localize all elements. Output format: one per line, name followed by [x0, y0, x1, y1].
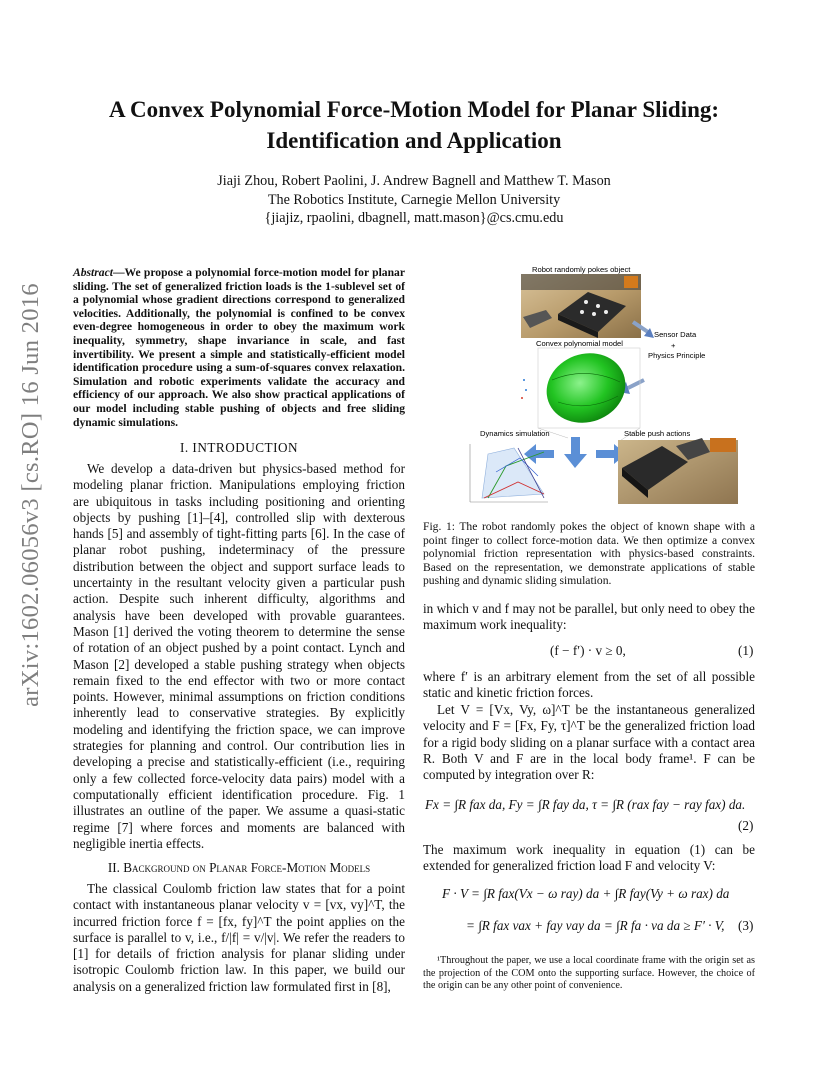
abstract-dash: — [112, 266, 125, 279]
stable-push-photo [618, 438, 738, 504]
background-paragraph: The classical Coulomb friction law states that for a point contact with instantaneous planar velocity v = [vx, vy]^T, the incurred friction force f = [fx, fy]^T the point applies on the surface is parallel to v, i.e., f/|f| = v/|v|. We refer the readers to [1] for details of friction analysis for planar sliding under isotropic Coulomb friction law. In this paper, we build our analysis on a generalized friction law formulated first in [8], [73, 881, 405, 994]
title-line-2: Identification and Application [266, 128, 562, 153]
arxiv-stamp [14, 283, 48, 707]
convex-polynomial-plot [521, 342, 640, 442]
robot-poking-photo [521, 274, 641, 338]
section-2-body [73, 881, 405, 995]
equation-1-number: (1) [738, 643, 754, 658]
footnote-1: ¹Throughout the paper, we use a local coordinate frame with the origin set as the projection of the COM onto the supporting surface. However, the choice of the origin can be any other point of convenience. [423, 955, 755, 992]
section-1-heading: I. INTRODUCTION [179, 440, 299, 455]
affiliation: The Robotics Institute, Carnegie Mellon University [267, 191, 561, 208]
right-paragraph-2: where f′ is an arbitrary element from the set of all possible static and kinetic friction forces. [423, 669, 755, 701]
fig-label-sensor: Sensor Data [654, 330, 697, 339]
abstract-text: We propose a polynomial force-motion model for planar sliding. The set of generalized friction loads is the 1-sublevel set of a polynomial whose gradient directions correspond to generalized velocities. Additionally, the polynomial is confined to be convex even-degree homogeneous in order to obey the maximum work inequality, symmetry, shape invariance in scale, and fast invertibility. We present a simple and statistically-efficient model identification procedure using a sum-of-squares convex relaxation. Simulation and robotic experiments validate the accuracy and efficiency of our approach. We also show practical applications of our model including stable pushing of objects and free sliding dynamic simulations. [73, 266, 405, 429]
figure-1-caption: Fig. 1: The robot randomly pokes the object of known shape with a point finger to collect force-motion data. We then optimize a convex polynomial friction representation with physics-based constraints. Based on the representation, we demonstrate applications of stable pushing and dynamic sliding simulation. [423, 520, 755, 588]
section-1-body [73, 461, 405, 852]
author-block [60, 172, 768, 228]
right-paragraph-1: in which v and f may not be parallel, but only need to obey the maximum work inequality: [423, 601, 755, 633]
right-paragraph-4: The maximum work inequality in equation (1) can be extended for generalized friction load F and velocity V: [423, 842, 755, 874]
paper-title [60, 94, 768, 156]
arxiv-stamp-text: arXiv:1602.06056v3 [cs.RO] 16 Jun 2016 [17, 283, 44, 707]
fig-label-plus: + [671, 341, 676, 350]
figure-1 [448, 262, 770, 507]
abstract-label: Abstract [73, 266, 113, 279]
fig-label-stable: Stable push actions [624, 429, 691, 438]
author-emails: {jiajiz, rpaolini, dbagnell, matt.mason}@cs.cmu.edu [264, 210, 564, 226]
intro-paragraph: We develop a data-driven but physics-based method for modeling planar friction. Manipulations employing friction are ubiquitous in tasks including positioning and orienting objects by pushing [1]–[4], controlled slip with dexterous hands [5] and assembly of tight-fitting parts [6]. In the case of planar robot pushing, indeterminacy of the pressure distribution between the object and support surface leads to uncertainty in the resultant velocity given a particular push action. Despite such inherent difficulty, algorithms and analysis have been developed with provable guarantees. Mason [1] derived the voting theorem to determine the sense of rotation of an object pushed by a point contact. Lynch and Mason [2] developed a stable pushing strategy when objects remain fixed to the end effector with two or more contact points. However, minimal assumptions on friction conditions inherently lead to conservative strategies. By explicitly modeling and identifying the friction space, we can improve strategies for planning and control. Our contribution lies in developing a precise and statistically-efficient (i.e., requiring only a few collected force-velocity data pairs) model with a computationally efficient identification procedure. Fig. 1 illustrates an outline of the paper. We assume a quasi-static regime [7] where forces and moments are balanced with negligible inertia effects. [73, 461, 405, 851]
fig-label-physics: Physics Principle [648, 351, 706, 360]
fig-label-top: Robot randomly pokes object [532, 265, 631, 274]
equation-1: (f − f′) · v ≥ 0, [550, 643, 626, 658]
equation-2: Fx = ∫R fax da, Fy = ∫R fay da, τ = ∫R (rax fay − ray fax) da. [425, 797, 746, 812]
title-line-1: A Convex Polynomial Force-Motion Model for Planar Sliding: [108, 97, 720, 122]
section-2-heading: II. Background on Planar Force-Motion Models [107, 860, 371, 875]
fig-label-dynamics: Dynamics simulation [480, 429, 550, 438]
abstract [73, 266, 405, 429]
equation-2-number: (2) [738, 818, 754, 833]
right-paragraph-3: Let V = [Vx, Vy, ω]^T be the instantaneous generalized velocity and F = [Fx, Fy, τ]^T be the generalized friction load for a rigid body sliding on a planar surface with a contact area R. Both V and F are in the local body frame¹. F can be computed by integration over R: [423, 702, 755, 783]
fig-label-convex: Convex polynomial model [536, 339, 623, 348]
author-names: Jiaji Zhou, Robert Paolini, J. Andrew Bagnell and Matthew T. Mason [217, 173, 611, 189]
figure-1-graphic [448, 262, 770, 507]
equation-3-line-2: = ∫R fax vax + fay vay da = ∫R fa · va da ≥ F′ · V, [466, 918, 725, 933]
equation-3-line-1: F · V = ∫R fax(Vx − ω ray) da + ∫R fay(Vy + ω rax) da [442, 886, 730, 901]
equation-3-number: (3) [738, 918, 754, 933]
